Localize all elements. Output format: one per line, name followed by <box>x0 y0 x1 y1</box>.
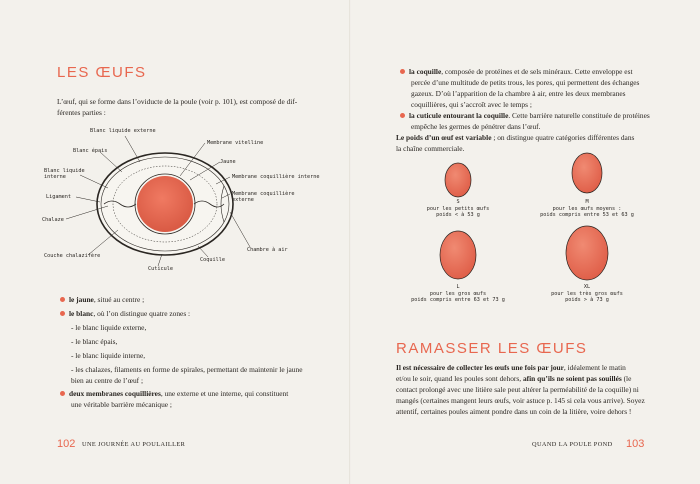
egg-sizes-illustration <box>350 0 700 320</box>
egg-caption-m: M pour les œufs moyens : poids compris entre 53 et 63 g <box>540 199 634 218</box>
label-blanc-epais: Blanc épais <box>73 148 108 154</box>
label-blanc-externe: Blanc liquide externe <box>90 128 156 134</box>
label-jaune: Jaune <box>220 159 236 165</box>
page-number-left: 102 <box>57 438 76 450</box>
label-ligament: Ligament <box>46 194 71 200</box>
poids-paragraph: Le poids d’un œuf est variable ; on distingue quatre catégories différentes dans la chaîne commerciale. <box>396 133 635 153</box>
zone-2: - le blanc épais, <box>71 337 118 346</box>
bullet-dot <box>60 297 65 302</box>
intro-line-2: férentes parties : <box>57 108 106 117</box>
right-page <box>350 0 700 484</box>
bullet-jaune: le jaune, situé au centre ; <box>60 294 144 305</box>
label-chalaze: Chalaze <box>42 217 64 223</box>
bullet-membranes: deux membranes coquillières, une externe et une interne, qui constituent une véritable barrière mécanique ; <box>60 388 288 410</box>
egg-s <box>445 163 471 197</box>
label-membrane-interne: Membrane coquillière interne <box>232 174 320 180</box>
label-membrane-externe: Membrane coquillière externe <box>232 191 295 203</box>
label-cuticule: Cuticule <box>148 266 173 272</box>
bullet-blanc: le blanc, où l’on distingue quatre zones : <box>60 308 190 319</box>
label-couche-chalazifere: Couche chalazifère <box>44 253 101 259</box>
egg-caption-s: S pour les petits œufs poids < à 53 g <box>426 199 490 218</box>
intro-line-1: L’œuf, qui se forme dans l’oviducte de la poule (voir p. 101), est composé de dif- <box>57 97 298 106</box>
egg-caption-xl: XL pour les très gros œufs poids > à 73 g <box>551 284 623 303</box>
zone-1: - le blanc liquide externe, <box>71 323 147 332</box>
section-title-ramasser: RAMASSER LES ŒUFS <box>396 340 588 357</box>
ramasser-paragraph: Il est nécessaire de collecter les œufs une fois par jour, idéalement le matin et/ou le soir, quand les poules sont dehors, afin qu’ils ne soient pas souillés (le contact prolongé avec une litière sale peut altérer la perméabilité de la coquille) ni mangés (certaines mangent leurs œufs, voir astuce p. 145 si cela vous arrive). Soyez attentif, certaines poules aiment pondre dans un coin de la litière, voire dehors ! <box>396 363 645 416</box>
label-coquille: Coquille <box>200 257 225 263</box>
label-membrane-vitelline: Membrane vitelline <box>207 140 264 146</box>
running-head-left: UNE JOURNÉE AU POULAILLER <box>82 441 186 448</box>
egg-l <box>440 231 476 279</box>
section-title-les-oeufs: LES ŒUFS <box>57 64 147 81</box>
bullet-dot <box>60 311 65 316</box>
page-number-right: 103 <box>626 438 645 450</box>
label-blanc-interne: Blanc liquide interne <box>44 168 85 180</box>
running-head-right: QUAND LA POULE POND <box>532 441 613 448</box>
egg-xl <box>566 226 608 280</box>
bullet-coquille: la coquille, composée de protéines et de sels minéraux. Cette enveloppe est percée d’une multitude de petits trous, les pores, qui permettent des échanges gazeux. D’où l’apparition de la chambre à air, entre les deux membranes coquillières, qui s’accroît avec le temps ; <box>400 66 690 110</box>
bullet-dot <box>60 391 65 396</box>
zone-3: - le blanc liquide interne, <box>71 351 146 360</box>
egg-caption-l: L pour les gros œufs poids compris entre 63 et 73 g <box>411 284 505 303</box>
zone-4: - les chalazes, filaments en forme de spirales, permettant de maintenir le jaune bien au centre de l’œuf ; <box>71 365 303 385</box>
yolk <box>137 176 193 232</box>
label-chambre-a-air: Chambre à air <box>247 247 288 253</box>
egg-m <box>572 153 602 193</box>
bullet-cuticule: la cuticule entourant la coquille. Cette barrière naturelle constituée de protéines empêche les germes de pénétrer dans l’œuf. <box>400 110 690 132</box>
